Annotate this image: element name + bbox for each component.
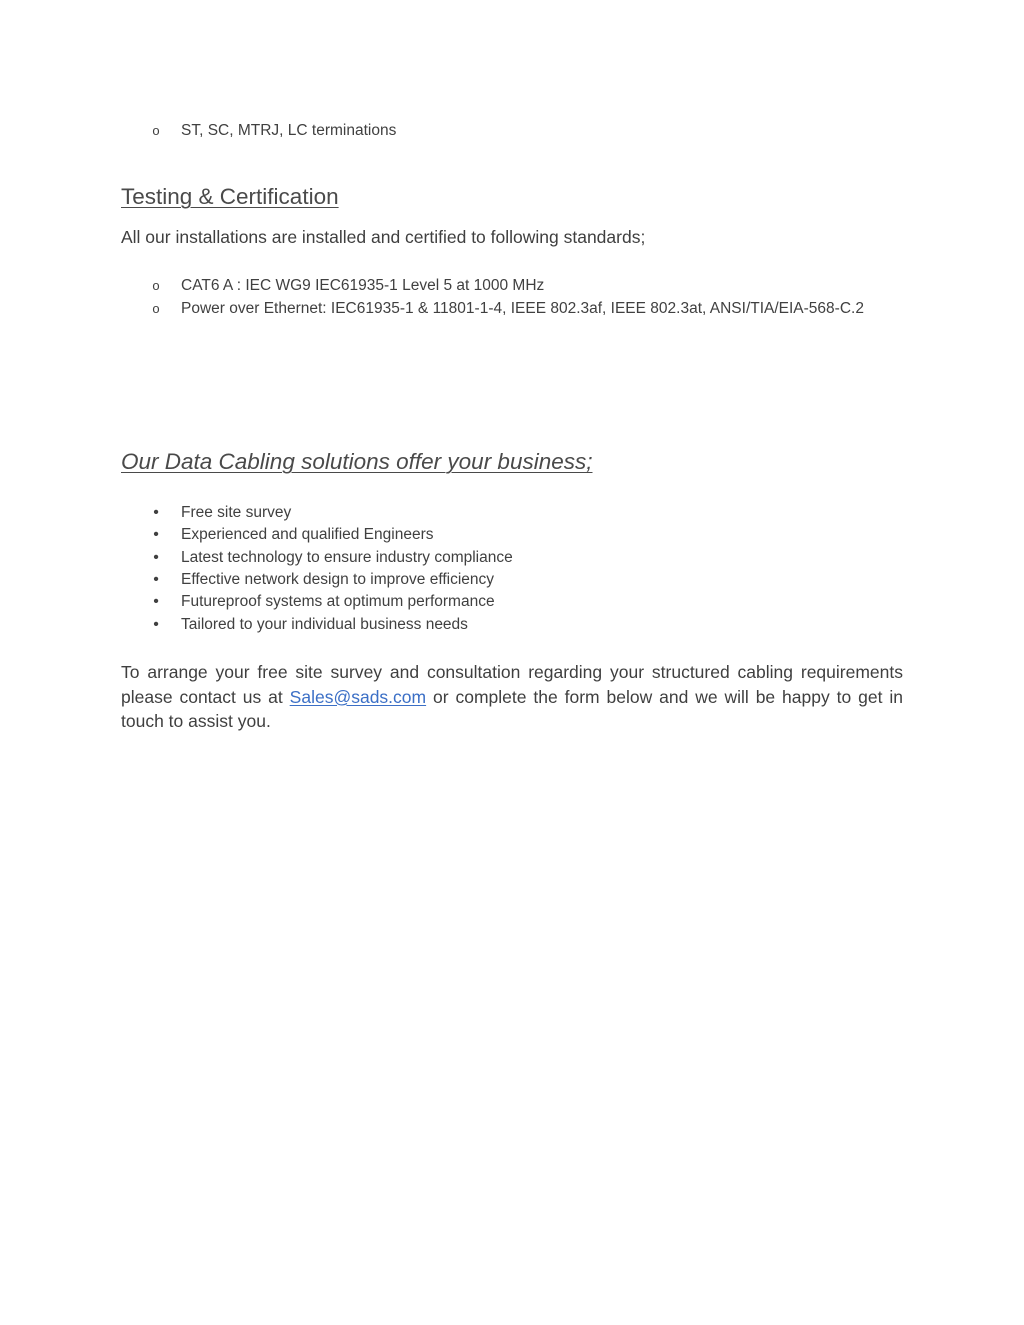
list-item-text: Experienced and qualified Engineers [181, 526, 434, 543]
contact-paragraph [121, 660, 903, 734]
section-heading-solutions: Our Data Cabling solutions offer your business; [121, 449, 593, 474]
contact-text-after: or complete the form below and we will be happy to get in touch to assist you. [121, 686, 903, 731]
bullet-icon: • [153, 616, 159, 633]
contact-text-before: To arrange your free site survey and consultation regarding your structured cabling requirements please contact us at [121, 662, 903, 707]
list-marker: o [152, 123, 160, 138]
list-item-text: Latest technology to ensure industry compliance [181, 549, 513, 566]
list-item-text: Futureproof systems at optimum performance [181, 593, 495, 610]
email-link[interactable]: Sales@sads.com [289, 686, 427, 707]
bullet-icon: • [153, 549, 159, 566]
list-marker: o [152, 278, 160, 293]
bullet-icon: • [153, 593, 159, 610]
section-heading-testing: Testing & Certification [121, 184, 339, 209]
bullet-icon: • [153, 571, 159, 588]
list-item-text: Effective network design to improve efficiency [181, 571, 495, 588]
bullet-icon: • [153, 504, 159, 521]
list-item-text: Power over Ethernet: IEC61935-1 & 11801-1-4, IEEE 802.3af, IEEE 802.3at, ANSI/TIA/EIA-568-C.2 [181, 300, 864, 317]
testing-intro: All our installations are installed and certified to following standards; [121, 227, 646, 247]
list-item-text: ST, SC, MTRJ, LC terminations [181, 122, 397, 139]
list-item-text: CAT6 A : IEC WG9 IEC61935-1 Level 5 at 1000 MHz [181, 277, 545, 294]
list-item-text: Tailored to your individual business needs [181, 616, 468, 633]
bullet-icon: • [153, 526, 159, 543]
list-marker: o [152, 301, 160, 316]
list-item-text: Free site survey [181, 504, 292, 521]
